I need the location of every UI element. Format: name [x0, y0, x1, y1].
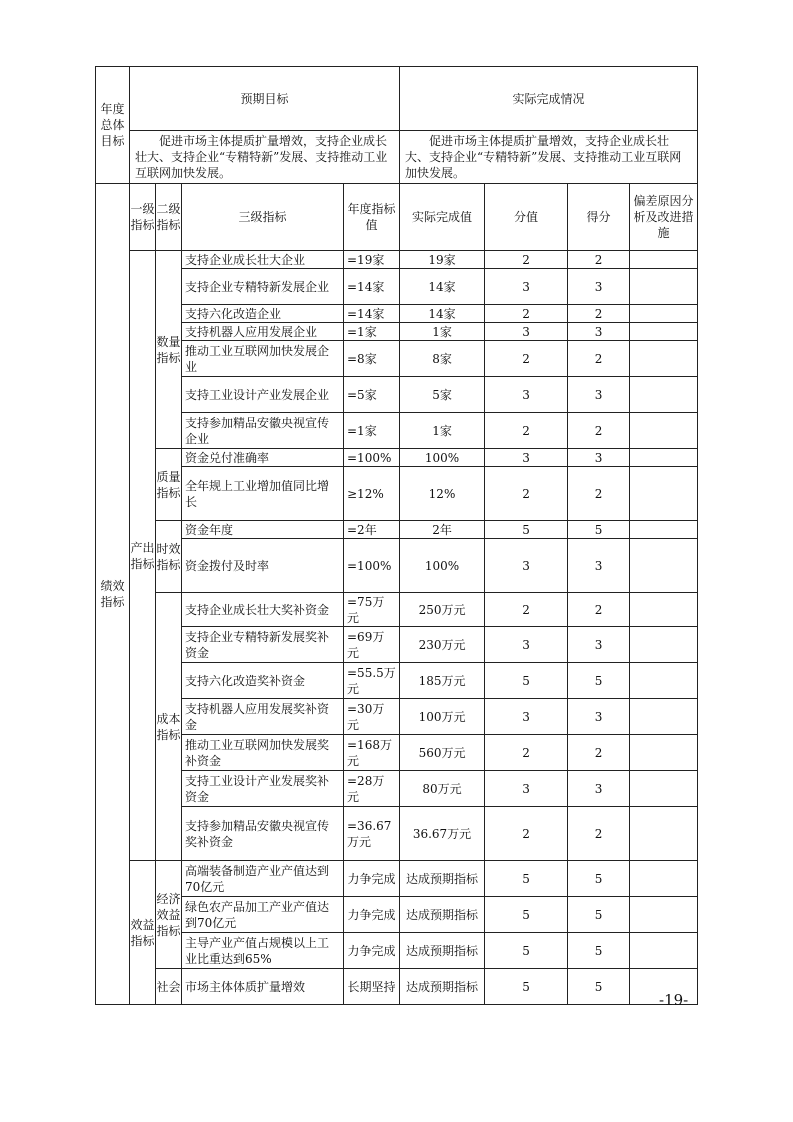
indicator-target: =69万元 — [344, 627, 400, 663]
indicator-deviation — [630, 861, 698, 897]
indicator-actual: 36.67万元 — [400, 807, 485, 861]
level2-cost: 成本指标 — [156, 593, 182, 861]
indicator-score: 2 — [568, 735, 630, 771]
column-level2-header: 二级指标 — [156, 184, 182, 251]
expected-goal-header: 预期目标 — [130, 67, 400, 131]
indicator-target: =36.67万元 — [344, 807, 400, 861]
indicator-weight: 3 — [485, 449, 568, 467]
indicator-deviation — [630, 323, 698, 341]
indicator-target: =75万元 — [344, 593, 400, 627]
indicator-weight: 3 — [485, 269, 568, 305]
indicator-target: =14家 — [344, 269, 400, 305]
indicator-actual: 达成预期指标 — [400, 969, 485, 1005]
indicator-deviation — [630, 467, 698, 521]
indicator-weight: 5 — [485, 933, 568, 969]
indicator-deviation — [630, 699, 698, 735]
indicator-target: 力争完成 — [344, 897, 400, 933]
indicator-actual: 达成预期指标 — [400, 861, 485, 897]
column-level1-header: 一级指标 — [130, 184, 156, 251]
indicator-target: =55.5万元 — [344, 663, 400, 699]
indicator-actual: 12% — [400, 467, 485, 521]
actual-goal-text: 促进市场主体提质扩量增效，支持企业成长壮大、支持企业“专精特新”发展、支持推动工业互联网加快发展。 — [400, 131, 698, 184]
indicator-target: ≥12% — [344, 467, 400, 521]
indicator-score: 2 — [568, 341, 630, 377]
indicator-score: 3 — [568, 449, 630, 467]
indicator-name: 主导产业产值占规模以上工业比重达到65% — [182, 933, 344, 969]
indicator-target: =5家 — [344, 377, 400, 413]
level2-quantity: 数量指标 — [156, 251, 182, 449]
indicator-target: =14家 — [344, 305, 400, 323]
page-number: -19- — [659, 991, 689, 1009]
indicator-actual: 100万元 — [400, 699, 485, 735]
indicator-weight: 3 — [485, 699, 568, 735]
indicator-name: 支持工业设计产业发展企业 — [182, 377, 344, 413]
indicator-name: 支持工业设计产业发展奖补资金 — [182, 771, 344, 807]
indicator-deviation — [630, 413, 698, 449]
indicator-weight: 3 — [485, 539, 568, 593]
indicator-score: 3 — [568, 627, 630, 663]
indicator-actual: 达成预期指标 — [400, 933, 485, 969]
indicator-actual: 2年 — [400, 521, 485, 539]
indicator-actual: 100% — [400, 449, 485, 467]
level2-social: 社会 — [156, 969, 182, 1005]
column-level3-header: 三级指标 — [182, 184, 344, 251]
indicator-weight: 3 — [485, 627, 568, 663]
indicator-deviation — [630, 269, 698, 305]
indicator-name: 支持企业成长壮大奖补资金 — [182, 593, 344, 627]
indicator-target: =100% — [344, 539, 400, 593]
indicator-deviation — [630, 449, 698, 467]
level1-output: 产出指标 — [130, 251, 156, 861]
indicator-name: 资金拨付及时率 — [182, 539, 344, 593]
indicator-name: 支持参加精品安徽央视宣传奖补资金 — [182, 807, 344, 861]
indicator-score: 5 — [568, 933, 630, 969]
indicator-actual: 5家 — [400, 377, 485, 413]
indicator-score: 2 — [568, 251, 630, 269]
column-deviation-header: 偏差原因分析及改进措施 — [630, 184, 698, 251]
indicator-name: 支持机器人应用发展奖补资金 — [182, 699, 344, 735]
indicator-score: 2 — [568, 305, 630, 323]
indicator-weight: 5 — [485, 897, 568, 933]
level1-benefit: 效益指标 — [130, 861, 156, 1005]
annual-goal-label: 年度总体目标 — [96, 67, 130, 184]
indicator-score: 3 — [568, 377, 630, 413]
indicator-actual: 8家 — [400, 341, 485, 377]
indicator-target: =28万元 — [344, 771, 400, 807]
indicator-target: =100% — [344, 449, 400, 467]
column-weight-header: 分值 — [485, 184, 568, 251]
indicator-score: 2 — [568, 413, 630, 449]
indicator-actual: 1家 — [400, 323, 485, 341]
indicator-name: 推动工业互联网加快发展企业 — [182, 341, 344, 377]
indicator-actual: 560万元 — [400, 735, 485, 771]
indicator-actual: 230万元 — [400, 627, 485, 663]
indicator-name: 资金兑付准确率 — [182, 449, 344, 467]
indicator-score: 3 — [568, 539, 630, 593]
indicator-score: 3 — [568, 699, 630, 735]
indicator-deviation — [630, 593, 698, 627]
indicator-weight: 5 — [485, 861, 568, 897]
indicator-weight: 2 — [485, 593, 568, 627]
indicator-score: 3 — [568, 269, 630, 305]
indicator-deviation — [630, 627, 698, 663]
indicator-name: 市场主体体质扩量增效 — [182, 969, 344, 1005]
indicator-target: =30万元 — [344, 699, 400, 735]
indicator-name: 资金年度 — [182, 521, 344, 539]
indicator-actual: 14家 — [400, 269, 485, 305]
indicator-target: 力争完成 — [344, 933, 400, 969]
indicator-target: =1家 — [344, 413, 400, 449]
indicator-score: 5 — [568, 861, 630, 897]
indicator-weight: 3 — [485, 323, 568, 341]
indicator-target: =8家 — [344, 341, 400, 377]
indicator-deviation — [630, 771, 698, 807]
performance-table — [95, 66, 698, 1005]
indicator-deviation — [630, 521, 698, 539]
indicator-target: 力争完成 — [344, 861, 400, 897]
indicator-deviation — [630, 735, 698, 771]
indicator-actual: 100% — [400, 539, 485, 593]
indicator-score: 2 — [568, 807, 630, 861]
indicator-deviation — [630, 897, 698, 933]
indicator-target: =19家 — [344, 251, 400, 269]
indicator-deviation — [630, 251, 698, 269]
indicator-weight: 2 — [485, 807, 568, 861]
indicator-score: 3 — [568, 323, 630, 341]
level2-quality: 质量指标 — [156, 449, 182, 521]
indicator-name: 支持参加精品安徽央视宣传企业 — [182, 413, 344, 449]
indicator-actual: 达成预期指标 — [400, 897, 485, 933]
indicator-weight: 2 — [485, 305, 568, 323]
indicator-deviation — [630, 305, 698, 323]
indicator-actual: 14家 — [400, 305, 485, 323]
indicator-deviation — [630, 933, 698, 969]
indicator-actual: 1家 — [400, 413, 485, 449]
indicator-name: 高端装备制造产业产值达到70亿元 — [182, 861, 344, 897]
indicator-actual: 250万元 — [400, 593, 485, 627]
actual-goal-header: 实际完成情况 — [400, 67, 698, 131]
indicator-weight: 2 — [485, 341, 568, 377]
indicator-weight: 2 — [485, 251, 568, 269]
indicator-deviation — [630, 539, 698, 593]
indicator-deviation — [630, 377, 698, 413]
indicator-score: 5 — [568, 521, 630, 539]
indicator-name: 支持六化改造奖补资金 — [182, 663, 344, 699]
expected-goal-text: 促进市场主体提质扩量增效，支持企业成长壮大、支持企业“专精特新”发展、支持推动工业互联网加快发展。 — [130, 131, 400, 184]
indicator-actual: 80万元 — [400, 771, 485, 807]
indicator-name: 全年规上工业增加值同比增长 — [182, 467, 344, 521]
indicator-target: =1家 — [344, 323, 400, 341]
indicator-deviation — [630, 663, 698, 699]
indicator-weight: 5 — [485, 663, 568, 699]
indicator-name: 支持机器人应用发展企业 — [182, 323, 344, 341]
indicator-score: 5 — [568, 663, 630, 699]
indicator-score: 5 — [568, 897, 630, 933]
indicator-deviation — [630, 341, 698, 377]
level2-timeliness: 时效指标 — [156, 521, 182, 593]
indicator-target: 长期坚持 — [344, 969, 400, 1005]
indicator-weight: 2 — [485, 413, 568, 449]
column-score-header: 得分 — [568, 184, 630, 251]
indicator-target: =168万元 — [344, 735, 400, 771]
indicator-name: 支持企业成长壮大企业 — [182, 251, 344, 269]
indicator-target: =2年 — [344, 521, 400, 539]
indicator-score: 5 — [568, 969, 630, 1005]
indicator-weight: 3 — [485, 771, 568, 807]
indicator-score: 2 — [568, 593, 630, 627]
indicator-weight: 2 — [485, 735, 568, 771]
indicator-name: 推动工业互联网加快发展奖补资金 — [182, 735, 344, 771]
indicator-actual: 19家 — [400, 251, 485, 269]
indicator-weight: 5 — [485, 969, 568, 1005]
indicator-score: 3 — [568, 771, 630, 807]
indicator-deviation — [630, 807, 698, 861]
indicator-name: 支持企业专精特新发展奖补资金 — [182, 627, 344, 663]
indicator-weight: 3 — [485, 377, 568, 413]
indicator-weight: 5 — [485, 521, 568, 539]
indicator-name: 绿色农产品加工产业产值达到70亿元 — [182, 897, 344, 933]
indicator-score: 2 — [568, 467, 630, 521]
performance-label: 绩效指标 — [96, 184, 130, 1005]
level2-economic: 经济效益指标 — [156, 861, 182, 969]
indicator-name: 支持六化改造企业 — [182, 305, 344, 323]
indicator-weight: 2 — [485, 467, 568, 521]
column-actual-header: 实际完成值 — [400, 184, 485, 251]
indicator-actual: 185万元 — [400, 663, 485, 699]
column-target-header: 年度指标值 — [344, 184, 400, 251]
indicator-name: 支持企业专精特新发展企业 — [182, 269, 344, 305]
